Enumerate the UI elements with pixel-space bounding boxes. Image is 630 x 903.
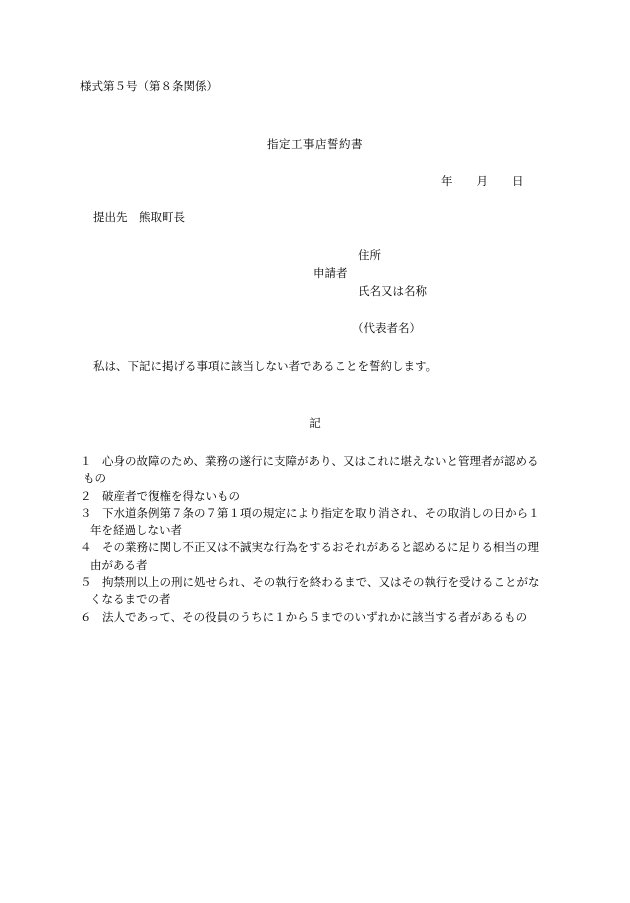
item-text: 心身の故障のため、業務の遂行に支障があり、又はこれに堪えないと管理者が認める xyxy=(102,454,539,468)
date-month-label: 月 xyxy=(476,174,488,188)
date-year-label: 年 xyxy=(441,174,453,188)
item-number: ３ xyxy=(80,505,92,520)
item-text: 拘禁刑以上の刑に処せられ、その執行を終わるまで、又はその執行を受けることがな xyxy=(102,575,540,590)
item-text: 下水道条例第７条の７第１項の規定により指定を取り消され、その取消しの日から１ xyxy=(102,505,540,520)
item-number: １ xyxy=(80,454,92,468)
item-text-continued: 年を経過しない者 xyxy=(90,523,182,538)
form-number: 様式第５号（第８条関係） xyxy=(80,79,218,93)
list-item xyxy=(80,609,560,626)
date-line xyxy=(441,176,524,188)
item-number: ４ xyxy=(80,540,92,555)
list-item xyxy=(80,539,560,574)
date-day-label: 日 xyxy=(512,174,524,188)
item-text-continued: 由がある者 xyxy=(90,557,148,572)
item-text: その業務に関し不正又は不誠実な行為をするおそれがあると認めるに足りる相当の理 xyxy=(102,540,539,555)
item-number: ５ xyxy=(80,575,92,590)
submit-to: 提出先 熊取町長 xyxy=(93,210,185,224)
item-text: 法人であって、その役員のうちに１から５までのいずれかに該当する者があるもの xyxy=(102,609,528,624)
name-label: 氏名又は名称 xyxy=(358,284,427,298)
pledge-text: 私は、下記に掲げる事項に該当しない者であることを誓約します。 xyxy=(93,359,438,373)
ki-heading: 記 xyxy=(309,416,321,430)
list-item xyxy=(80,505,560,540)
item-number: ２ xyxy=(80,488,92,503)
item-list xyxy=(80,453,560,626)
list-item xyxy=(80,574,560,609)
item-text: 破産者で復権を得ないもの xyxy=(102,488,240,503)
applicant-label: 申請者 xyxy=(313,266,348,280)
list-item xyxy=(80,488,560,505)
item-number: ６ xyxy=(80,609,92,624)
list-item xyxy=(80,453,560,488)
address-label: 住所 xyxy=(358,248,381,262)
document-title: 指定工事店誓約書 xyxy=(267,137,363,151)
item-text-continued: くなるまでの者 xyxy=(90,592,171,607)
item-text-continued: もの xyxy=(83,471,106,486)
representative-label: （代表者名） xyxy=(352,321,421,335)
